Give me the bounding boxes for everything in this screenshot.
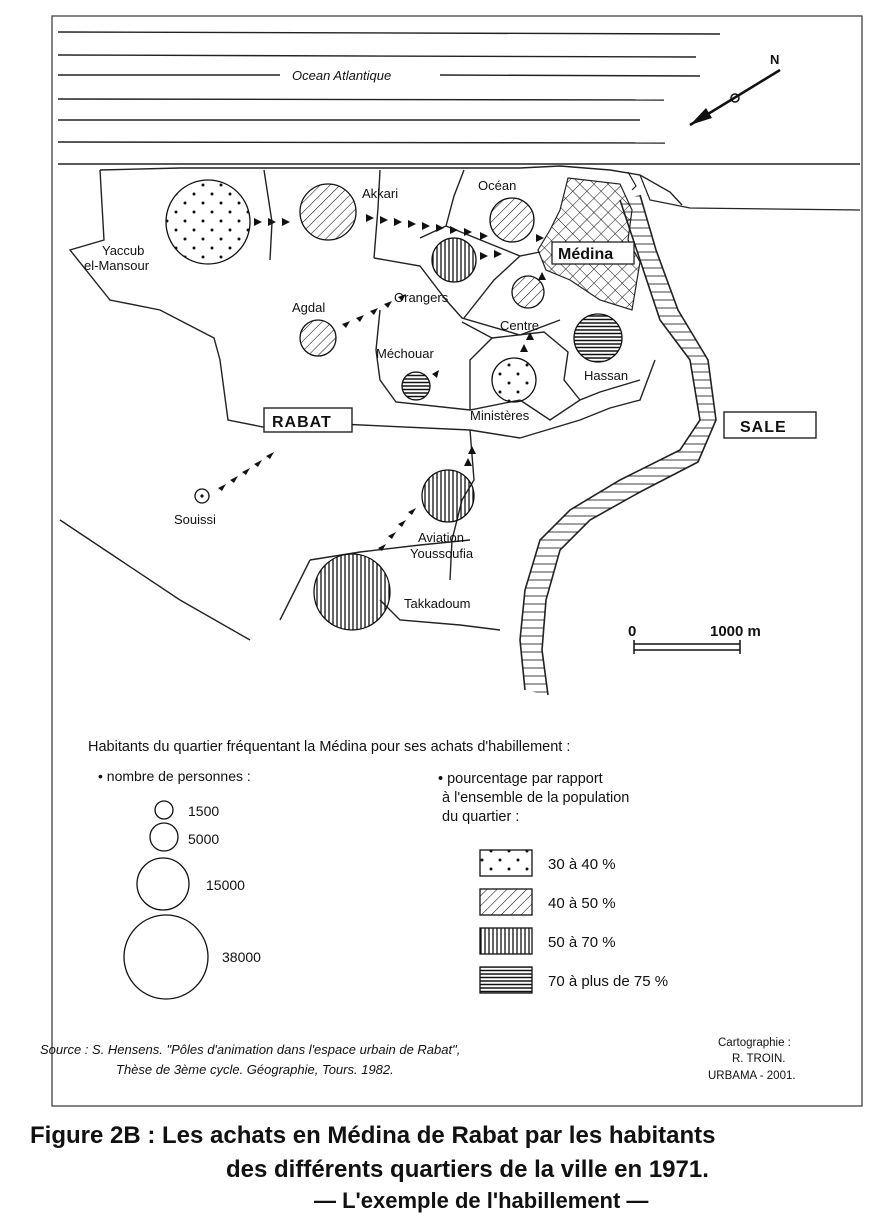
sale-coast <box>640 175 860 210</box>
city-rabat: RABAT <box>272 414 332 431</box>
legend-swatch-horiz <box>480 967 532 993</box>
circle-aviation <box>422 470 474 522</box>
legend-pattern-title-1: • pourcentage par rapport <box>438 771 603 787</box>
district-yaccub-2: el-Mansour <box>84 258 150 273</box>
arrow-ocean-medina <box>536 234 544 242</box>
circle-hassan <box>574 314 622 362</box>
circle-souissi-dot <box>200 494 203 497</box>
arrow-mechouar-centre <box>432 370 439 378</box>
district-mechouar: Méchouar <box>376 346 434 361</box>
district-ocean: Océan <box>478 178 517 193</box>
legend-size-label-4: 38000 <box>222 949 261 965</box>
carto-line-1: Cartographie : <box>718 1037 791 1049</box>
legend-pattern-label-2: 40 à 50 % <box>548 895 616 912</box>
circle-mechouar <box>402 372 430 400</box>
circle-agdal <box>300 320 336 356</box>
legend-pattern-label-4: 70 à plus de 75 % <box>548 973 669 990</box>
district-centre: Centre <box>500 318 540 333</box>
scale-distance: 1000 m <box>710 623 761 640</box>
district-ministeres: Ministères <box>470 408 530 423</box>
carto-line-2: R. TROIN. <box>732 1053 786 1065</box>
circle-akkari <box>300 184 356 240</box>
legend-pattern-label-3: 50 à 70 % <box>548 934 616 951</box>
circle-centre <box>512 276 544 308</box>
arrow-orangers-medina <box>480 250 502 260</box>
source-line-1: Source : S. Hensens. "Pôles d'animation dans l'espace urbain de Rabat", <box>40 1042 461 1057</box>
legend-pattern-title-3: du quartier : <box>442 809 520 825</box>
legend-size-title: • nombre de personnes : <box>98 768 251 784</box>
scale-zero: 0 <box>628 623 637 640</box>
district-aviation-2: Youssoufia <box>410 546 474 561</box>
source-line-2: Thèse de 3ème cycle. Géographie, Tours. 1982. <box>116 1062 394 1077</box>
figure-title-line-3: — L'exemple de l'habillement — <box>314 1188 649 1213</box>
district-takkadoum: Takkadoum <box>404 596 471 611</box>
legend-heading: Habitants du quartier fréquentant la Médina pour ses achats d'habillement : <box>88 739 571 755</box>
legend-swatch-diag <box>480 889 532 915</box>
legend-size-label-3: 15000 <box>206 877 245 893</box>
district-akkari: Akkari <box>362 186 399 201</box>
figure-title-line-1: Figure 2B : Les achats en Médina de Rabat par les habitants <box>30 1122 716 1149</box>
legend-pattern-label-1: 30 à 40 % <box>548 856 616 873</box>
district-orangers: Orangers <box>394 290 449 305</box>
city-sale: SALE <box>740 419 787 436</box>
legend-size-5000 <box>150 823 178 851</box>
circle-takkadoum <box>314 554 390 630</box>
district-yaccub-1: Yaccub <box>102 243 145 258</box>
district-medina: Médina <box>558 246 614 263</box>
circle-orangers <box>432 238 476 282</box>
carto-line-3: URBAMA - 2001. <box>708 1070 796 1082</box>
ocean-label: Ocean Atlantique <box>292 68 392 83</box>
legend-swatch-vert <box>480 928 532 954</box>
arrow-souissi-rabat <box>218 452 274 491</box>
north-label: N <box>770 52 780 67</box>
arrow-takkadoum-aviation <box>378 508 416 551</box>
legend-size-15000 <box>137 858 189 910</box>
circle-ministeres <box>492 358 536 402</box>
legend-pattern-title-2: à l'ensemble de la population <box>442 790 630 806</box>
legend-size-1500 <box>155 801 173 819</box>
district-souissi: Souissi <box>174 512 216 527</box>
legend-size-label-2: 5000 <box>188 831 220 847</box>
north-arrow-icon <box>690 70 780 125</box>
district-agdal: Agdal <box>292 300 326 315</box>
district-hassan: Hassan <box>584 368 629 383</box>
legend-size-38000 <box>124 915 208 999</box>
figure-title-line-2: des différents quartiers de la ville en 1971. <box>226 1156 709 1183</box>
district-aviation-1: Aviation <box>418 530 465 545</box>
circle-ocean <box>490 198 534 242</box>
circle-yaccub <box>166 180 250 264</box>
arrow-centre-medina <box>538 272 546 280</box>
scale-bar <box>634 640 740 654</box>
legend-swatch-dots <box>480 850 532 876</box>
arrow-aviation-ministeres <box>464 446 476 466</box>
legend-size-label-1: 1500 <box>188 803 220 819</box>
